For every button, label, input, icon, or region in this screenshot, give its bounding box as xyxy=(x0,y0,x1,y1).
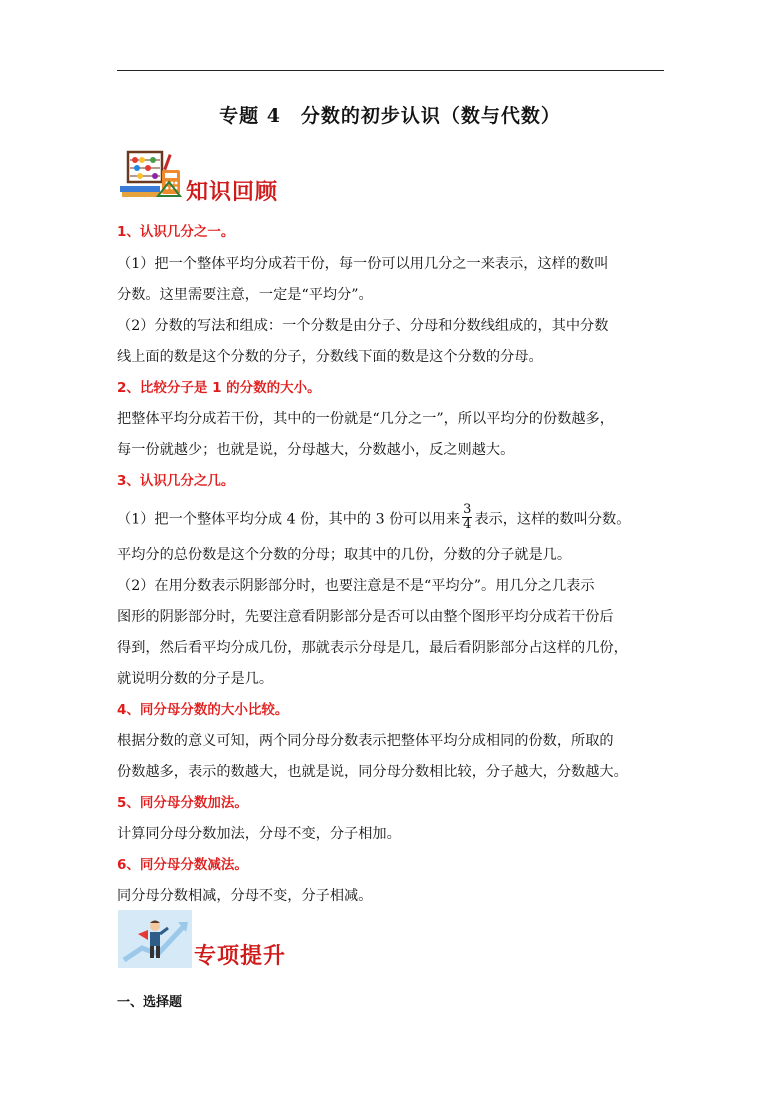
text-line: 平均分的总份数是这个分数的分母；取其中的几份，分数的分子就是几。 xyxy=(117,547,572,563)
fraction-numerator: 3 xyxy=(463,502,472,517)
fraction-denominator: 4 xyxy=(463,517,472,532)
text-line: 根据分数的意义可知，两个同分母分数表示把整体平均分成相同的份数，所取的 xyxy=(117,733,614,749)
section-5-heading: 5、同分母分数加法。 xyxy=(117,795,248,811)
knowledge-review-banner xyxy=(118,148,278,206)
knowledge-review-title: 知识回顾 xyxy=(186,179,279,205)
content-body xyxy=(117,222,665,906)
text-line: 计算同分母分数加法，分母不变，分子相加。 xyxy=(117,826,401,842)
section-2-heading: 2、比较分子是 1 的分数的大小。 xyxy=(117,380,321,396)
question-section-label: 一、选择题 xyxy=(117,995,183,1010)
text-line: 得到，然后看平均分成几份，那就表示分母是几，最后看阴影部分占这样的几份， xyxy=(117,640,628,656)
text-line: 就说明分数的分子是几。 xyxy=(117,671,274,687)
text-line: 线上面的数是这个分数的分子，分数线下面的数是这个分数的分母。 xyxy=(117,349,543,365)
special-improvement-banner xyxy=(118,910,286,968)
text-line-with-fraction xyxy=(117,502,665,534)
section-6-heading: 6、同分母分数减法。 xyxy=(117,857,248,873)
climbing-figure-icon xyxy=(118,910,192,968)
text-line: （1）把一个整体平均分成若干份，每一份可以用几分之一来表示，这样的数叫 xyxy=(117,256,609,272)
section-3-heading: 3、认识几分之几。 xyxy=(117,473,235,489)
fraction-three-quarters xyxy=(462,503,472,532)
page-title: 专题 4 分数的初步认识（数与代数） xyxy=(219,105,561,127)
text-line: 分数。这里需要注意，一定是“平均分”。 xyxy=(117,287,373,303)
special-improvement-title: 专项提升 xyxy=(194,943,287,969)
text-line: 同分母分数相减，分母不变，分子相减。 xyxy=(117,888,373,904)
text-segment: （1）把一个整体平均分成 4 份，其中的 3 份可以用来 xyxy=(117,511,461,528)
text-line: 每一份就越少；也就是说，分母越大，分数越小，反之则越大。 xyxy=(117,442,515,458)
text-line: 把整体平均分成若干份，其中的一份就是“几分之一”，所以平均分的份数越多， xyxy=(117,411,614,427)
header-rule xyxy=(117,70,664,71)
text-segment: 表示，这样的数叫分数。 xyxy=(474,511,631,528)
text-line: 图形的阴影部分时，先要注意看阴影部分是否可以由整个图形平均分成若干份后 xyxy=(117,609,614,625)
text-line: 份数越多，表示的数越大，也就是说，同分母分数相比较，分子越大，分数越大。 xyxy=(117,764,628,780)
section-1-heading: 1、认识几分之一。 xyxy=(117,224,235,240)
text-line: （2）分数的写法和组成：一个分数是由分子、分母和分数线组成的，其中分数 xyxy=(117,318,609,334)
text-line: （2）在用分数表示阴影部分时，也要注意是不是“平均分”。用几分之几表示 xyxy=(117,578,595,594)
abacus-icon xyxy=(118,148,184,206)
section-4-heading: 4、同分母分数的大小比较。 xyxy=(117,702,289,718)
